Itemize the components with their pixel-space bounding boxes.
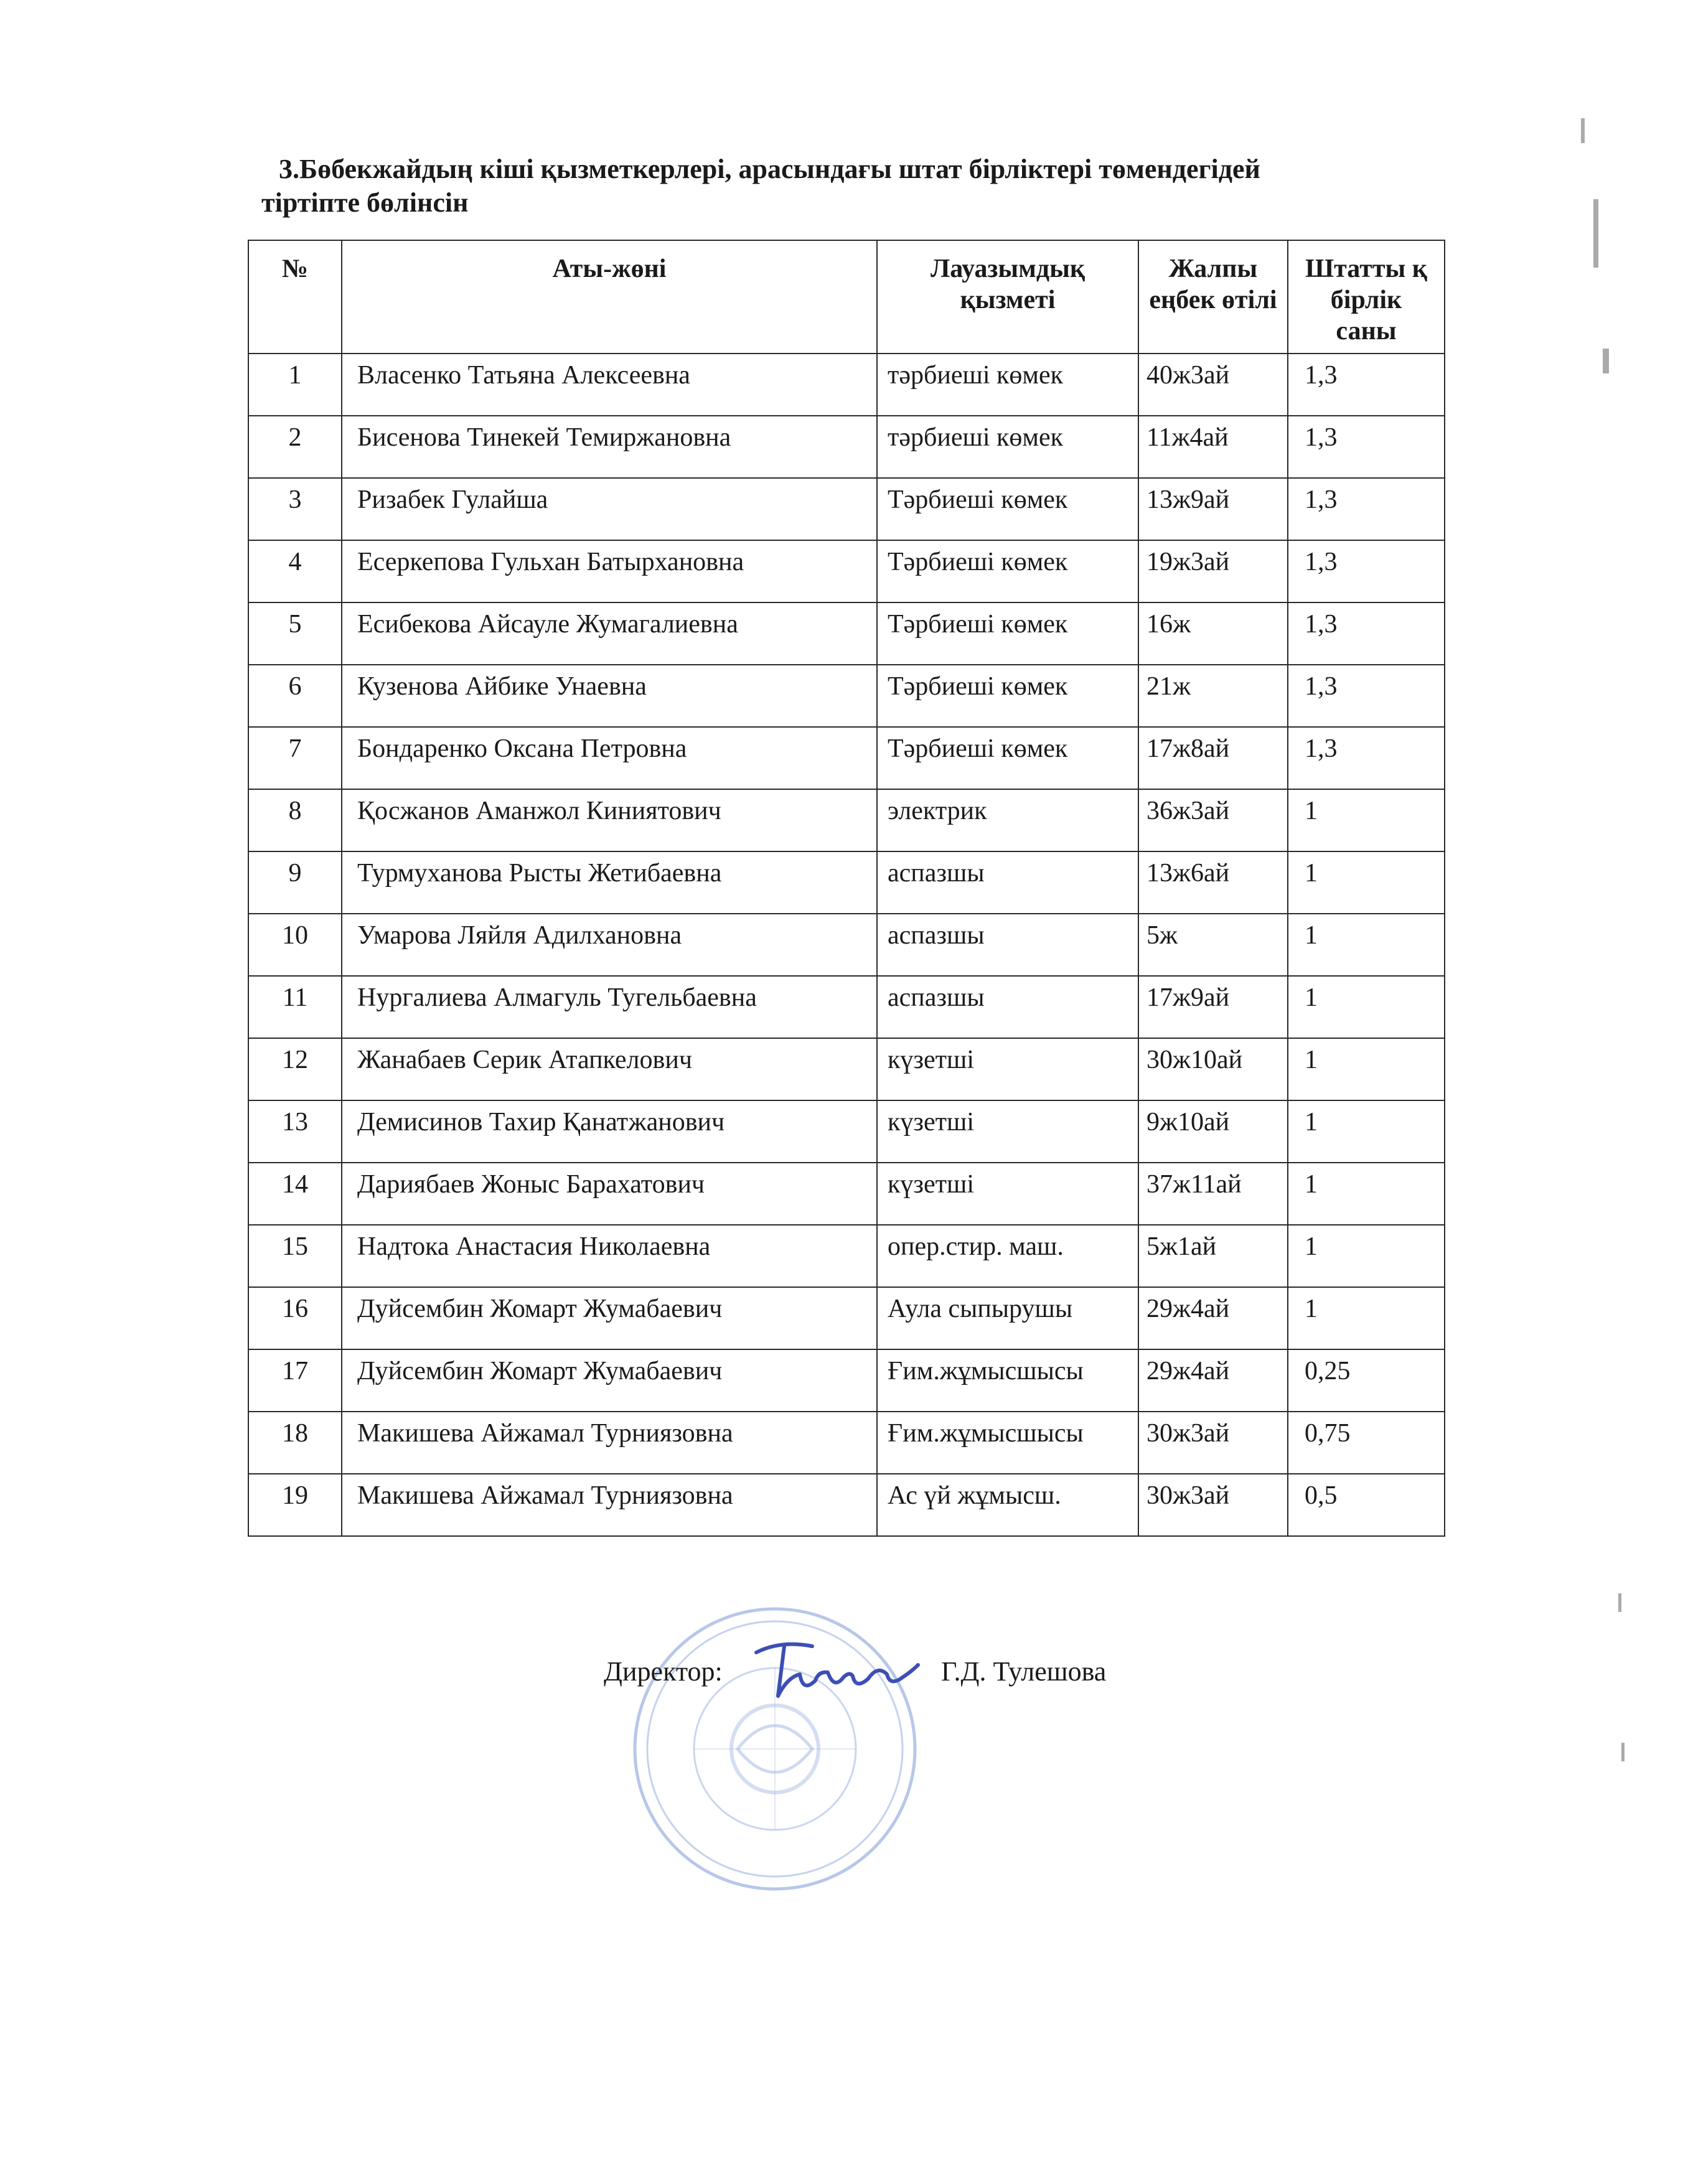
work-experience: 29ж4ай: [1138, 1287, 1288, 1349]
employee-name: Турмуханова Рысты Жетибаевна: [342, 851, 877, 914]
work-experience: 30ж3ай: [1138, 1412, 1288, 1474]
employee-name: Жанабаев Серик Атапкелович: [342, 1038, 877, 1100]
employee-name: Бисенова Тинекей Темиржановна: [342, 416, 877, 478]
employee-name: Дариябаев Жоныс Барахатович: [342, 1163, 877, 1225]
staff-units: 1: [1288, 1100, 1445, 1163]
scan-artifact: [1621, 1743, 1625, 1761]
employee-position: Тәрбиеші көмек: [877, 478, 1138, 540]
work-experience: 11ж4ай: [1138, 416, 1288, 478]
employee-position: Аула сыпырушы: [877, 1287, 1138, 1349]
row-number: 13: [248, 1100, 342, 1163]
work-experience: 37ж11ай: [1138, 1163, 1288, 1225]
table-row: [248, 602, 1445, 665]
employee-name: Есеркепова Гульхан Батырхановна: [342, 540, 877, 602]
table-header-row: [248, 240, 1445, 354]
employee-name: Власенко Татьяна Алексеевна: [342, 354, 877, 416]
work-experience: 40ж3ай: [1138, 354, 1288, 416]
row-number: 5: [248, 602, 342, 665]
staff-units: 0,5: [1288, 1474, 1445, 1536]
employee-name: Ризабек Гулайша: [342, 478, 877, 540]
row-number: 18: [248, 1412, 342, 1474]
employee-position: Ғим.жұмысшысы: [877, 1412, 1138, 1474]
employee-name: Надтока Анастасия Николаевна: [342, 1225, 877, 1287]
row-number: 8: [248, 789, 342, 851]
staff-units: 1: [1288, 914, 1445, 976]
scan-artifact: [1581, 118, 1585, 143]
row-number: 7: [248, 727, 342, 789]
table-row: [248, 789, 1445, 851]
table-row: [248, 1349, 1445, 1412]
row-number: 10: [248, 914, 342, 976]
work-experience: 17ж8ай: [1138, 727, 1288, 789]
director-signature: [744, 1628, 931, 1715]
table-row: [248, 1225, 1445, 1287]
work-experience: 9ж10ай: [1138, 1100, 1288, 1163]
table-row: [248, 1038, 1445, 1100]
scan-artifact: [1603, 349, 1609, 373]
staff-units: 1,3: [1288, 478, 1445, 540]
row-number: 17: [248, 1349, 342, 1412]
employee-position: Тәрбиеші көмек: [877, 540, 1138, 602]
staff-units: 1: [1288, 851, 1445, 914]
staff-units: 1,3: [1288, 727, 1445, 789]
director-name: Г.Д. Тулешова: [941, 1656, 1107, 1687]
employee-position: күзетші: [877, 1163, 1138, 1225]
heading-line-2: тіртіпте бөлінсін: [261, 187, 469, 218]
header-units: Штатты қ бірлік саны: [1288, 240, 1445, 354]
staff-units: 0,25: [1288, 1349, 1445, 1412]
table-row: [248, 727, 1445, 789]
employee-name: Бондаренко Оксана Петровна: [342, 727, 877, 789]
heading-line-1: 3.Бөбекжайдың кіші қызметкерлері, арасындағы штат бірліктері төмендегідей: [279, 154, 1260, 184]
employee-name: Есибекова Айсауле Жумагалиевна: [342, 602, 877, 665]
staff-table: [248, 240, 1445, 1537]
work-experience: 16ж: [1138, 602, 1288, 665]
table-row: [248, 1100, 1445, 1163]
employee-name: Дуйсембин Жомарт Жумабаевич: [342, 1287, 877, 1349]
employee-position: тәрбиеші көмек: [877, 416, 1138, 478]
employee-position: Тәрбиеші көмек: [877, 665, 1138, 727]
employee-name: Макишева Айжамал Турниязовна: [342, 1412, 877, 1474]
employee-name: Нургалиева Алмагуль Тугельбаевна: [342, 976, 877, 1038]
row-number: 3: [248, 478, 342, 540]
table-row: [248, 1412, 1445, 1474]
work-experience: 29ж4ай: [1138, 1349, 1288, 1412]
staff-units: 1,3: [1288, 354, 1445, 416]
work-experience: 5ж1ай: [1138, 1225, 1288, 1287]
work-experience: 13ж6ай: [1138, 851, 1288, 914]
table-body: [248, 354, 1445, 1536]
table-row: [248, 851, 1445, 914]
table-row: [248, 976, 1445, 1038]
staff-units: 1: [1288, 789, 1445, 851]
staff-units: 1: [1288, 1038, 1445, 1100]
employee-position: опер.стир. маш.: [877, 1225, 1138, 1287]
header-num: №: [248, 240, 342, 354]
staff-units: 0,75: [1288, 1412, 1445, 1474]
employee-position: күзетші: [877, 1038, 1138, 1100]
employee-position: Тәрбиеші көмек: [877, 727, 1138, 789]
employee-name: Қосжанов Аманжол Киниятович: [342, 789, 877, 851]
staff-units: 1: [1288, 1287, 1445, 1349]
work-experience: 13ж9ай: [1138, 478, 1288, 540]
row-number: 9: [248, 851, 342, 914]
employee-position: аспазшы: [877, 851, 1138, 914]
employee-position: Тәрбиеші көмек: [877, 602, 1138, 665]
work-experience: 30ж3ай: [1138, 1474, 1288, 1536]
header-name: Аты-жөні: [342, 240, 877, 354]
scan-artifact: [1618, 1593, 1621, 1612]
staff-units: 1,3: [1288, 665, 1445, 727]
row-number: 6: [248, 665, 342, 727]
row-number: 11: [248, 976, 342, 1038]
header-position: Лауазымдық қызметі: [877, 240, 1138, 354]
row-number: 16: [248, 1287, 342, 1349]
scan-artifact: [1593, 199, 1598, 268]
employee-position: күзетші: [877, 1100, 1138, 1163]
work-experience: 21ж: [1138, 665, 1288, 727]
staff-units: 1,3: [1288, 602, 1445, 665]
employee-name: Умарова Ляйля Адилхановна: [342, 914, 877, 976]
work-experience: 19ж3ай: [1138, 540, 1288, 602]
staff-units: 1,3: [1288, 416, 1445, 478]
table-row: [248, 1163, 1445, 1225]
table-row: [248, 416, 1445, 478]
row-number: 19: [248, 1474, 342, 1536]
table-row: [248, 1474, 1445, 1536]
staff-units: 1: [1288, 1163, 1445, 1225]
row-number: 12: [248, 1038, 342, 1100]
employee-position: электрик: [877, 789, 1138, 851]
row-number: 2: [248, 416, 342, 478]
table-row: [248, 1287, 1445, 1349]
row-number: 1: [248, 354, 342, 416]
work-experience: 17ж9ай: [1138, 976, 1288, 1038]
staff-units: 1: [1288, 976, 1445, 1038]
employee-name: Кузенова Айбике Унаевна: [342, 665, 877, 727]
table-row: [248, 540, 1445, 602]
work-experience: 5ж: [1138, 914, 1288, 976]
work-experience: 36ж3ай: [1138, 789, 1288, 851]
employee-position: аспазшы: [877, 914, 1138, 976]
employee-name: Демисинов Тахир Қанатжанович: [342, 1100, 877, 1163]
employee-position: тәрбиеші көмек: [877, 354, 1138, 416]
staff-units: 1: [1288, 1225, 1445, 1287]
table-row: [248, 354, 1445, 416]
table-row: [248, 914, 1445, 976]
row-number: 15: [248, 1225, 342, 1287]
work-experience: 30ж10ай: [1138, 1038, 1288, 1100]
row-number: 14: [248, 1163, 342, 1225]
employee-position: Ас үй жұмысш.: [877, 1474, 1138, 1536]
page-heading: [261, 152, 1481, 220]
table-row: [248, 478, 1445, 540]
employee-position: аспазшы: [877, 976, 1138, 1038]
table-row: [248, 665, 1445, 727]
director-label: Директор:: [604, 1656, 723, 1687]
employee-name: Макишева Айжамал Турниязовна: [342, 1474, 877, 1536]
employee-name: Дуйсембин Жомарт Жумабаевич: [342, 1349, 877, 1412]
employee-position: Ғим.жұмысшысы: [877, 1349, 1138, 1412]
header-experience: Жалпы еңбек өтілі: [1138, 240, 1288, 354]
staff-units: 1,3: [1288, 540, 1445, 602]
row-number: 4: [248, 540, 342, 602]
